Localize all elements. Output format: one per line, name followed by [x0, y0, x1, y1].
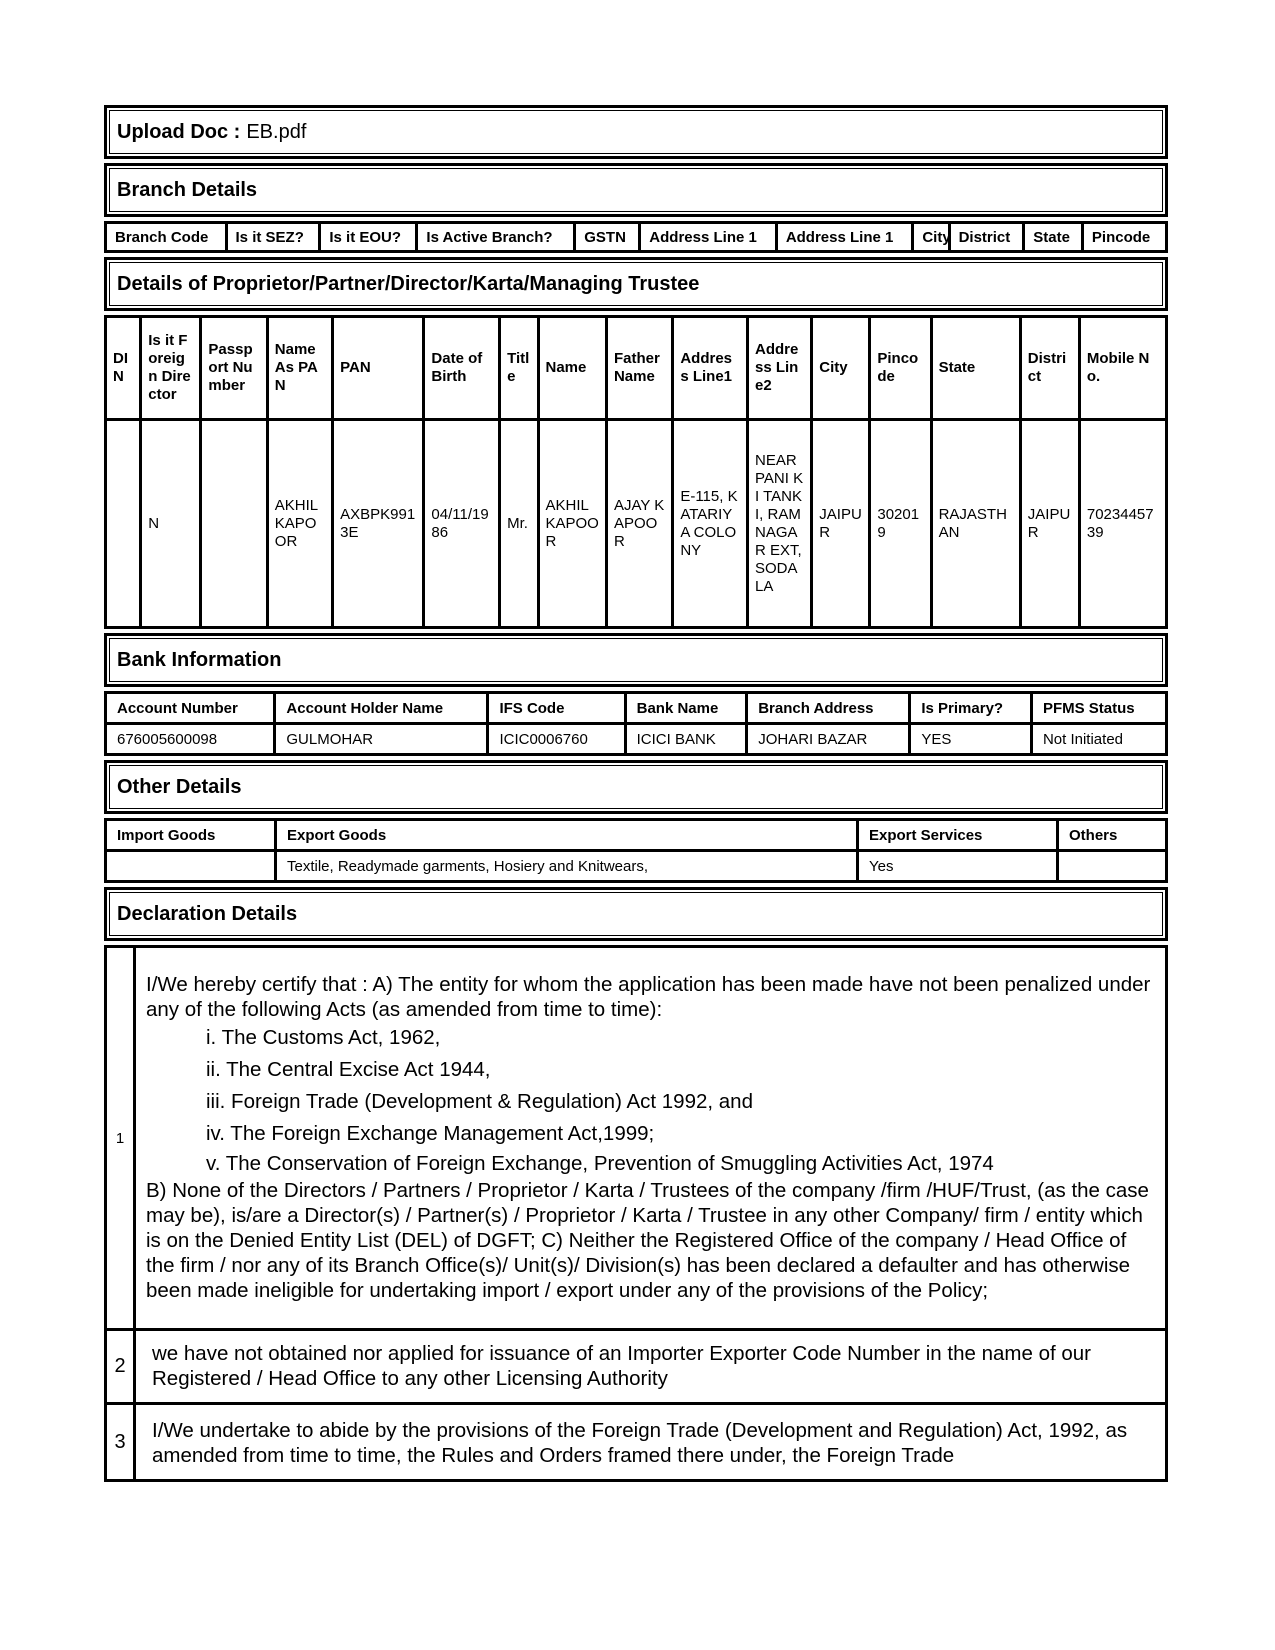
cell-father-name: AJAY KAPOOR — [608, 421, 674, 626]
col-is-active-branch: Is Active Branch? — [418, 224, 576, 250]
declaration-number: 1 — [107, 948, 136, 1331]
cell-title: Mr. — [501, 421, 539, 626]
directors-table — [104, 315, 1168, 629]
col-name: Name — [540, 318, 608, 421]
branch-details-heading — [104, 163, 1168, 217]
upload-doc-label: Upload Doc : — [117, 120, 241, 143]
cell-export-services: Yes — [859, 852, 1059, 880]
col-is-eou: Is it EOU? — [321, 224, 418, 250]
col-account-holder-name: Account Holder Name — [276, 694, 489, 725]
cell-passport-number — [202, 421, 268, 626]
table-row — [107, 852, 1165, 880]
declaration-details-title: Declaration Details — [117, 902, 298, 925]
col-pfms-status: PFMS Status — [1033, 694, 1165, 725]
other-details-heading — [104, 760, 1168, 814]
branch-details-title: Branch Details — [117, 178, 258, 201]
col-ifs-code: IFS Code — [489, 694, 626, 725]
col-pincode: Pincode — [1091, 228, 1151, 246]
cell-pincode: 302019 — [871, 421, 932, 626]
col-bank-name: Bank Name — [627, 694, 749, 725]
col-is-sez: Is it SEZ? — [228, 224, 322, 250]
col-name-as-pan: Name As PAN — [269, 318, 334, 421]
col-title: Title — [501, 318, 539, 421]
cell-mobile-no: 7023445739 — [1086, 505, 1154, 541]
declaration-intro: I/We hereby certify that : A) The entity for whom the application has been made have not been penalized under any of the following Acts (as amended from time to time): — [146, 972, 1151, 1021]
table-header-row — [107, 821, 1165, 852]
table-row — [107, 725, 1165, 753]
directors-heading — [104, 257, 1168, 311]
table-header-row — [107, 318, 1165, 421]
declaration-number: 3 — [107, 1405, 136, 1479]
declaration-number: 2 — [107, 1331, 136, 1405]
cell-account-number: 676005600098 — [107, 725, 276, 753]
directors-title: Details of Proprietor/Partner/Director/Karta/Managing Trustee — [117, 272, 700, 295]
bank-information-heading — [104, 633, 1168, 687]
cell-bank-name: ICICI BANK — [627, 725, 749, 753]
upload-doc-row — [104, 105, 1168, 159]
col-address-line2: Address Line2 — [749, 318, 813, 421]
other-details-table — [104, 818, 1168, 883]
col-export-services: Export Services — [859, 821, 1059, 852]
col-state: State — [1025, 224, 1084, 250]
bank-information-title: Bank Information — [117, 648, 282, 671]
col-is-primary: Is Primary? — [911, 694, 1033, 725]
col-district: District — [1022, 318, 1081, 421]
cell-din — [107, 421, 142, 626]
act-item: iv. The Foreign Exchange Management Act,1999; — [206, 1121, 655, 1145]
cell-address-line1: E-115, KATARIYA COLONY — [674, 421, 749, 626]
cell-city: JAIPUR — [813, 421, 871, 626]
declaration-text — [136, 948, 1165, 1331]
col-pan: PAN — [334, 318, 425, 421]
act-item: iii. Foreign Trade (Development & Regulation) Act 1992, and — [206, 1089, 753, 1113]
act-item: i. The Customs Act, 1962, — [206, 1025, 441, 1049]
cell-date-of-birth: 04/11/1986 — [425, 421, 501, 626]
col-branch-address: Branch Address — [748, 694, 911, 725]
col-address-line-1b: Address Line 1 — [778, 224, 915, 250]
cell-name: AKHIL KAPOOR — [540, 421, 608, 626]
col-export-goods: Export Goods — [277, 821, 859, 852]
table-row — [107, 421, 1165, 626]
col-address-line-1: Address Line 1 — [641, 224, 778, 250]
act-item: v. The Conservation of Foreign Exchange, Prevention of Smuggling Activities Act, 1974 — [206, 1151, 994, 1175]
cell-others — [1059, 852, 1165, 880]
cell-district: JAIPUR — [1022, 421, 1081, 626]
cell-ifs-code: ICIC0006760 — [489, 725, 626, 753]
bank-information-table — [104, 691, 1168, 756]
cell-export-goods: Textile, Readymade garments, Hosiery and Knitwears, — [277, 852, 859, 880]
cell-address-line2: NEAR PANI KI TANKI, RAM NAGAR EXT, SODALA — [749, 421, 813, 626]
declaration-item — [107, 948, 1165, 1331]
cell-name-as-pan: AKHIL KAPOOR — [269, 421, 334, 626]
col-account-number: Account Number — [107, 694, 276, 725]
table-header-row — [107, 224, 1165, 250]
col-date-of-birth: Date of Birth — [425, 318, 501, 421]
col-pincode: Pincode — [871, 318, 932, 421]
col-address-line1: Address Line1 — [674, 318, 749, 421]
col-gstn: GSTN — [576, 224, 641, 250]
cell-is-foreign-director: N — [142, 421, 202, 626]
col-father-name: Father Name — [608, 318, 674, 421]
col-district: District — [951, 224, 1026, 250]
cell-import-goods — [107, 852, 277, 880]
iec-application-document — [104, 105, 1168, 1482]
col-city: City — [914, 224, 950, 250]
declaration-item — [107, 1405, 1165, 1479]
act-item: ii. The Central Excise Act 1944, — [206, 1057, 491, 1081]
declaration-text: we have not obtained nor applied for issuance of an Importer Exporter Code Number in the name of our Registered / Head Office to any other Licensing Authority — [136, 1331, 1165, 1405]
col-is-foreign-director: Is it Foreign Director — [142, 318, 202, 421]
cell-pfms-status: Not Initiated — [1042, 730, 1123, 748]
cell-is-primary: YES — [911, 725, 1033, 753]
declaration-item — [107, 1331, 1165, 1405]
cell-state: RAJASTHAN — [933, 421, 1022, 626]
cell-branch-address: JOHARI BAZAR — [748, 725, 911, 753]
col-city: City — [813, 318, 871, 421]
col-import-goods: Import Goods — [107, 821, 277, 852]
col-passport-number: Passport Number — [202, 318, 268, 421]
col-branch-code: Branch Code — [107, 224, 228, 250]
declaration-table — [104, 945, 1168, 1482]
col-din: DIN — [107, 318, 142, 421]
col-mobile-no: Mobile No. — [1081, 318, 1165, 421]
col-state: State — [933, 318, 1022, 421]
declaration-details-heading — [104, 887, 1168, 941]
cell-account-holder-name: GULMOHAR — [276, 725, 489, 753]
col-others: Others — [1059, 821, 1165, 852]
declaration-text: I/We undertake to abide by the provisions of the Foreign Trade (Development and Regulation) Act, 1992, as amended from time to time, the Rules and Orders framed there under, the Foreign Trade — [152, 1419, 1128, 1467]
declaration-rest: B) None of the Directors / Partners / Proprietor / Karta / Trustees of the company /firm /HUF/Trust, (as the case may be), is/are a Director(s) / Partner(s) / Proprietor / Karta / Trustee in any other Company/ firm / entity which is on the Denied Entity List (DEL) of DGFT; C) Neither the Registered Office of the company / Head Office of the firm / nor any of its Branch Office(s)/ Unit(s)/ Division(s) has been declared a defaulter and has otherwise been made ineligible for undertaking import / export under any of the provisions of the Policy; — [146, 1178, 1149, 1302]
table-header-row — [107, 694, 1165, 725]
other-details-title: Other Details — [117, 775, 242, 798]
cell-pan: AXBPK9913E — [334, 421, 425, 626]
upload-doc-filename[interactable]: EB.pdf — [246, 120, 307, 143]
branch-details-table — [104, 221, 1168, 253]
